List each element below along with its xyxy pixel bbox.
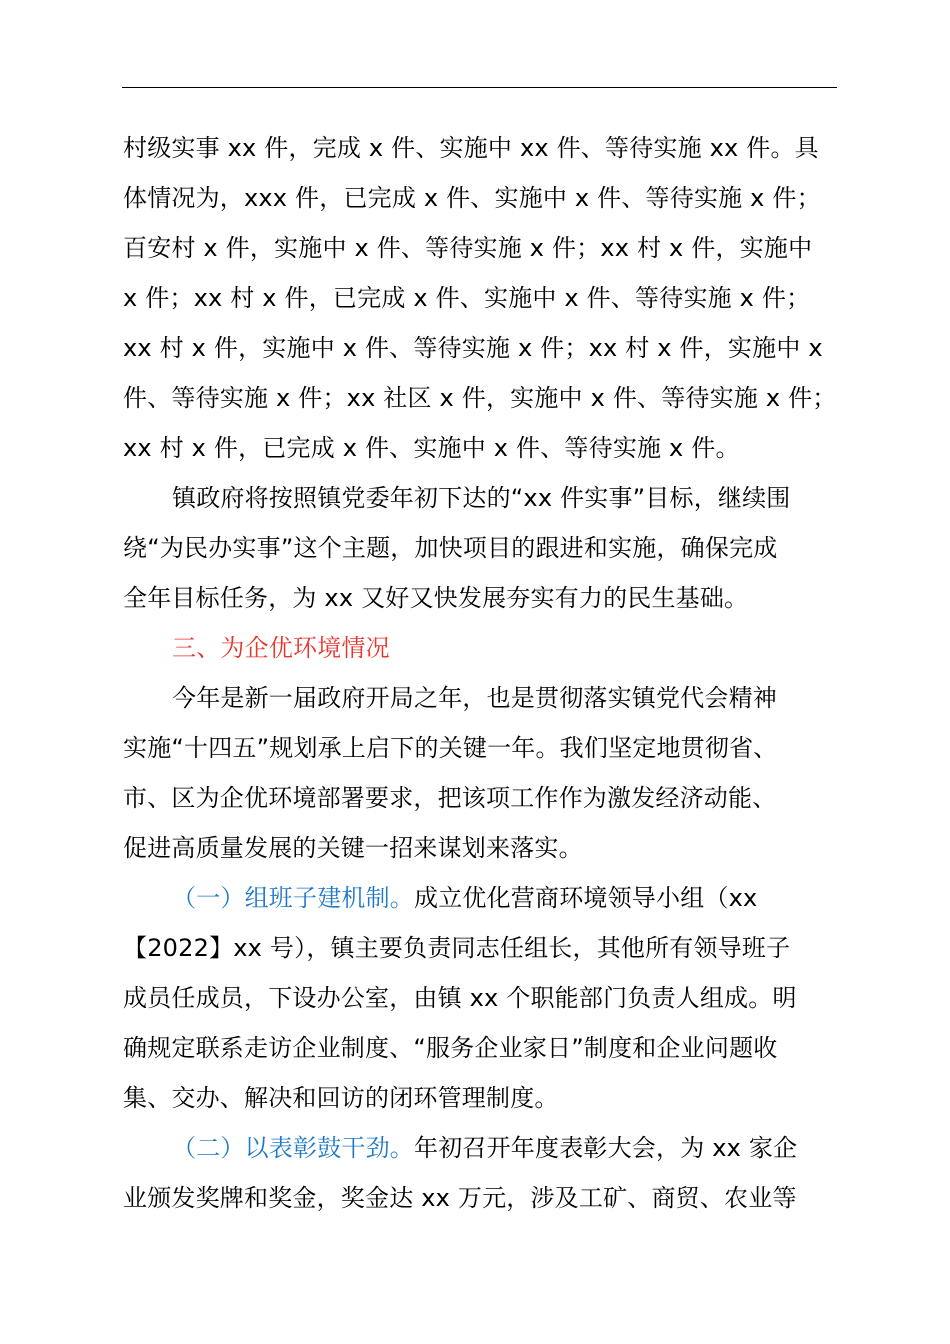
paragraph-village-projects <box>123 123 839 473</box>
subheading-text: （二）以表彰鼓干劲。 <box>172 1134 414 1162</box>
paragraph-team-mechanism <box>123 873 839 1123</box>
text-line: 市、区为企优环境部署要求，把该项工作作为激发经济动能、 <box>123 784 777 812</box>
text-line <box>123 1123 839 1173</box>
text-fragment: 年初召开年度表彰大会，为 xx 家企 <box>414 1134 798 1162</box>
document-body <box>123 123 839 1223</box>
text-line: 今年是新一届政府开局之年，也是贯彻落实镇党代会精神 <box>172 684 777 712</box>
text-line: 绕“为民办实事”这个主题，加快项目的跟进和实施，确保完成 <box>123 534 778 562</box>
text-line: 百安村 x 件，实施中 x 件、等待实施 x 件；xx 村 x 件，实施中 <box>123 234 813 262</box>
text-line: 体情况为，xxx 件，已完成 x 件、实施中 x 件、等待实施 x 件； <box>123 184 821 212</box>
text-line: x 件；xx 村 x 件，已完成 x 件、实施中 x 件、等待实施 x 件； <box>123 284 811 312</box>
text-line <box>123 873 839 923</box>
text-line: xx 村 x 件，实施中 x 件、等待实施 x 件；xx 村 x 件，实施中 x <box>123 334 823 362</box>
paragraph-government-plan <box>123 473 839 623</box>
section-heading-text: 三、为企优环境情况 <box>172 634 390 662</box>
text-line: xx 村 x 件，已完成 x 件、实施中 x 件、等待实施 x 件。 <box>123 434 740 462</box>
text-line: 促进高质量发展的关键一招来谋划来落实。 <box>123 834 583 862</box>
text-line: 村级实事 xx 件，完成 x 件、实施中 xx 件、等待实施 xx 件。具 <box>123 134 819 162</box>
text-line: 确规定联系走访企业制度、“服务企业家日”制度和企业问题收 <box>123 1034 778 1062</box>
subheading-text: （一）组班子建机制。 <box>172 884 414 912</box>
text-line: 实施“十四五”规划承上启下的关键一年。我们坚定地贯彻省、 <box>123 734 778 762</box>
text-line: 集、交办、解决和回访的闭环管理制度。 <box>123 1084 559 1112</box>
text-fragment: 成立优化营商环境领导小组（xx <box>414 884 758 912</box>
text-line: 【2022】xx 号），镇主要负责同志任组长，其他所有领导班子 <box>123 934 791 962</box>
text-line: 件、等待实施 x 件；xx 社区 x 件，实施中 x 件、等待实施 x 件； <box>123 384 837 412</box>
paragraph-commendation <box>123 1123 839 1223</box>
header-rule <box>122 87 837 88</box>
text-line: 全年目标任务，为 xx 又好又快发展夯实有力的民生基础。 <box>123 584 749 612</box>
text-line: 镇政府将按照镇党委年初下达的“xx 件实事”目标，继续围 <box>172 484 791 512</box>
text-line: 成员任成员，下设办公室，由镇 xx 个职能部门负责人组成。明 <box>123 984 797 1012</box>
section-heading <box>123 623 839 673</box>
text-line: 业颁发奖牌和奖金，奖金达 xx 万元，涉及工矿、商贸、农业等 <box>123 1184 797 1212</box>
paragraph-section-intro <box>123 673 839 873</box>
